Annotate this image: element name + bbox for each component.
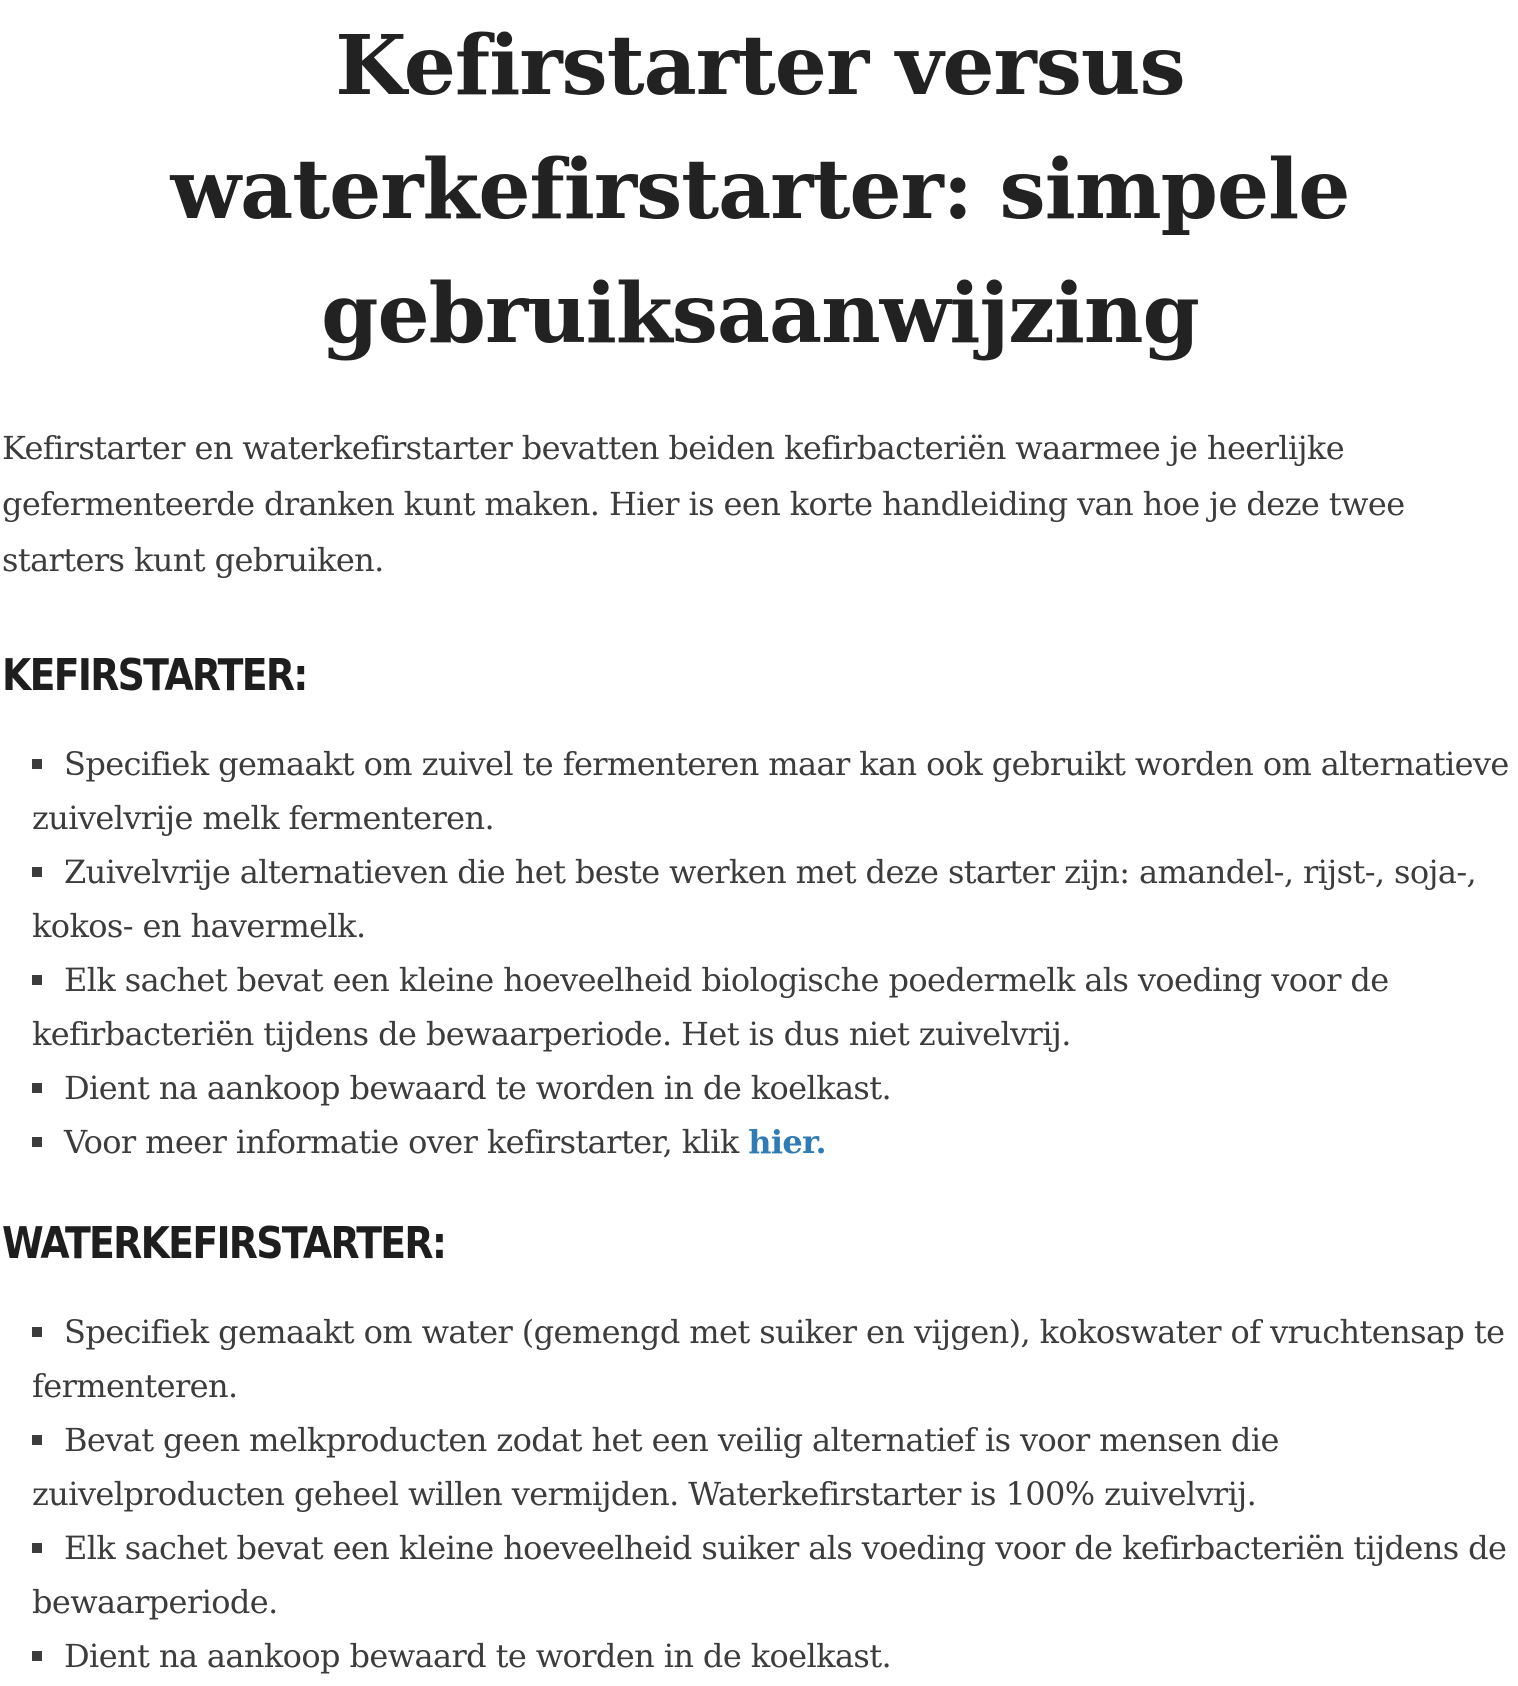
list-item-text: Specifiek gemaakt om zuivel te fermenteren maar kan ook gebruikt worden om alternatieve zuivelvrije melk fermenteren. (32, 745, 1509, 837)
bullet-icon (32, 1543, 42, 1553)
list-item (32, 737, 1510, 845)
bullet-icon (32, 1083, 42, 1093)
page-title: Kefirstarter versus waterkefirstarter: simpele gebruiksaanwijzing (170, 18, 1350, 362)
list-item-text: Elk sachet bevat een kleine hoeveelheid biologische poedermelk als voeding voor de kefirbacteriën tijdens de bewaarperiode. Het is dus niet zuivelvrij. (32, 961, 1389, 1053)
list-item-text: Dient na aankoop bewaard te worden in de koelkast. (64, 1637, 892, 1675)
bullet-icon (32, 759, 42, 769)
intro-paragraph: Kefirstarter en waterkefirstarter bevatten beiden kefirbacteriën waarmee je heerlijke gefermenteerde dranken kunt maken. Hier is een korte handleiding van hoe je deze twee starters kunt gebruiken. (2, 429, 1405, 579)
waterkefirstarter-list (32, 1305, 1510, 1683)
bullet-icon (32, 975, 42, 985)
bullet-icon (32, 1137, 42, 1147)
list-item (32, 1115, 1510, 1169)
list-item-text: Elk sachet bevat een kleine hoeveelheid suiker als voeding voor de kefirbacteriën tijdens de bewaarperiode. (32, 1529, 1507, 1621)
bullet-icon (32, 1327, 42, 1337)
kefirstarter-list (32, 737, 1510, 1169)
list-item (32, 1413, 1510, 1521)
list-item-text: Voor meer informatie over kefirstarter, klik (64, 1123, 749, 1161)
list-item (32, 1521, 1510, 1629)
more-info-link[interactable]: hier. (748, 1123, 827, 1161)
bullet-icon (32, 867, 42, 877)
list-item-text: Dient na aankoop bewaard te worden in de koelkast. (64, 1069, 892, 1107)
kefirstarter-heading: KEFIRSTARTER: (2, 650, 307, 701)
bullet-icon (32, 1651, 42, 1661)
list-item-text: Bevat geen melkproducten zodat het een veilig alternatief is voor mensen die zuivelproducten geheel willen vermijden. Waterkefirstarter is 100% zuivelvrij. (32, 1421, 1279, 1513)
list-item (32, 1629, 1510, 1683)
bullet-icon (32, 1435, 42, 1445)
list-item (32, 1305, 1510, 1413)
list-item-text: Zuivelvrije alternatieven die het beste werken met deze starter zijn: amandel-, rijst-, soja-, kokos- en havermelk. (32, 853, 1477, 945)
list-item (32, 953, 1510, 1061)
list-item (32, 845, 1510, 953)
waterkefirstarter-heading: WATERKEFIRSTARTER: (2, 1218, 446, 1269)
list-item-text: Specifiek gemaakt om water (gemengd met suiker en vijgen), kokoswater of vruchtensap te fermenteren. (32, 1313, 1505, 1405)
list-item (32, 1061, 1510, 1115)
